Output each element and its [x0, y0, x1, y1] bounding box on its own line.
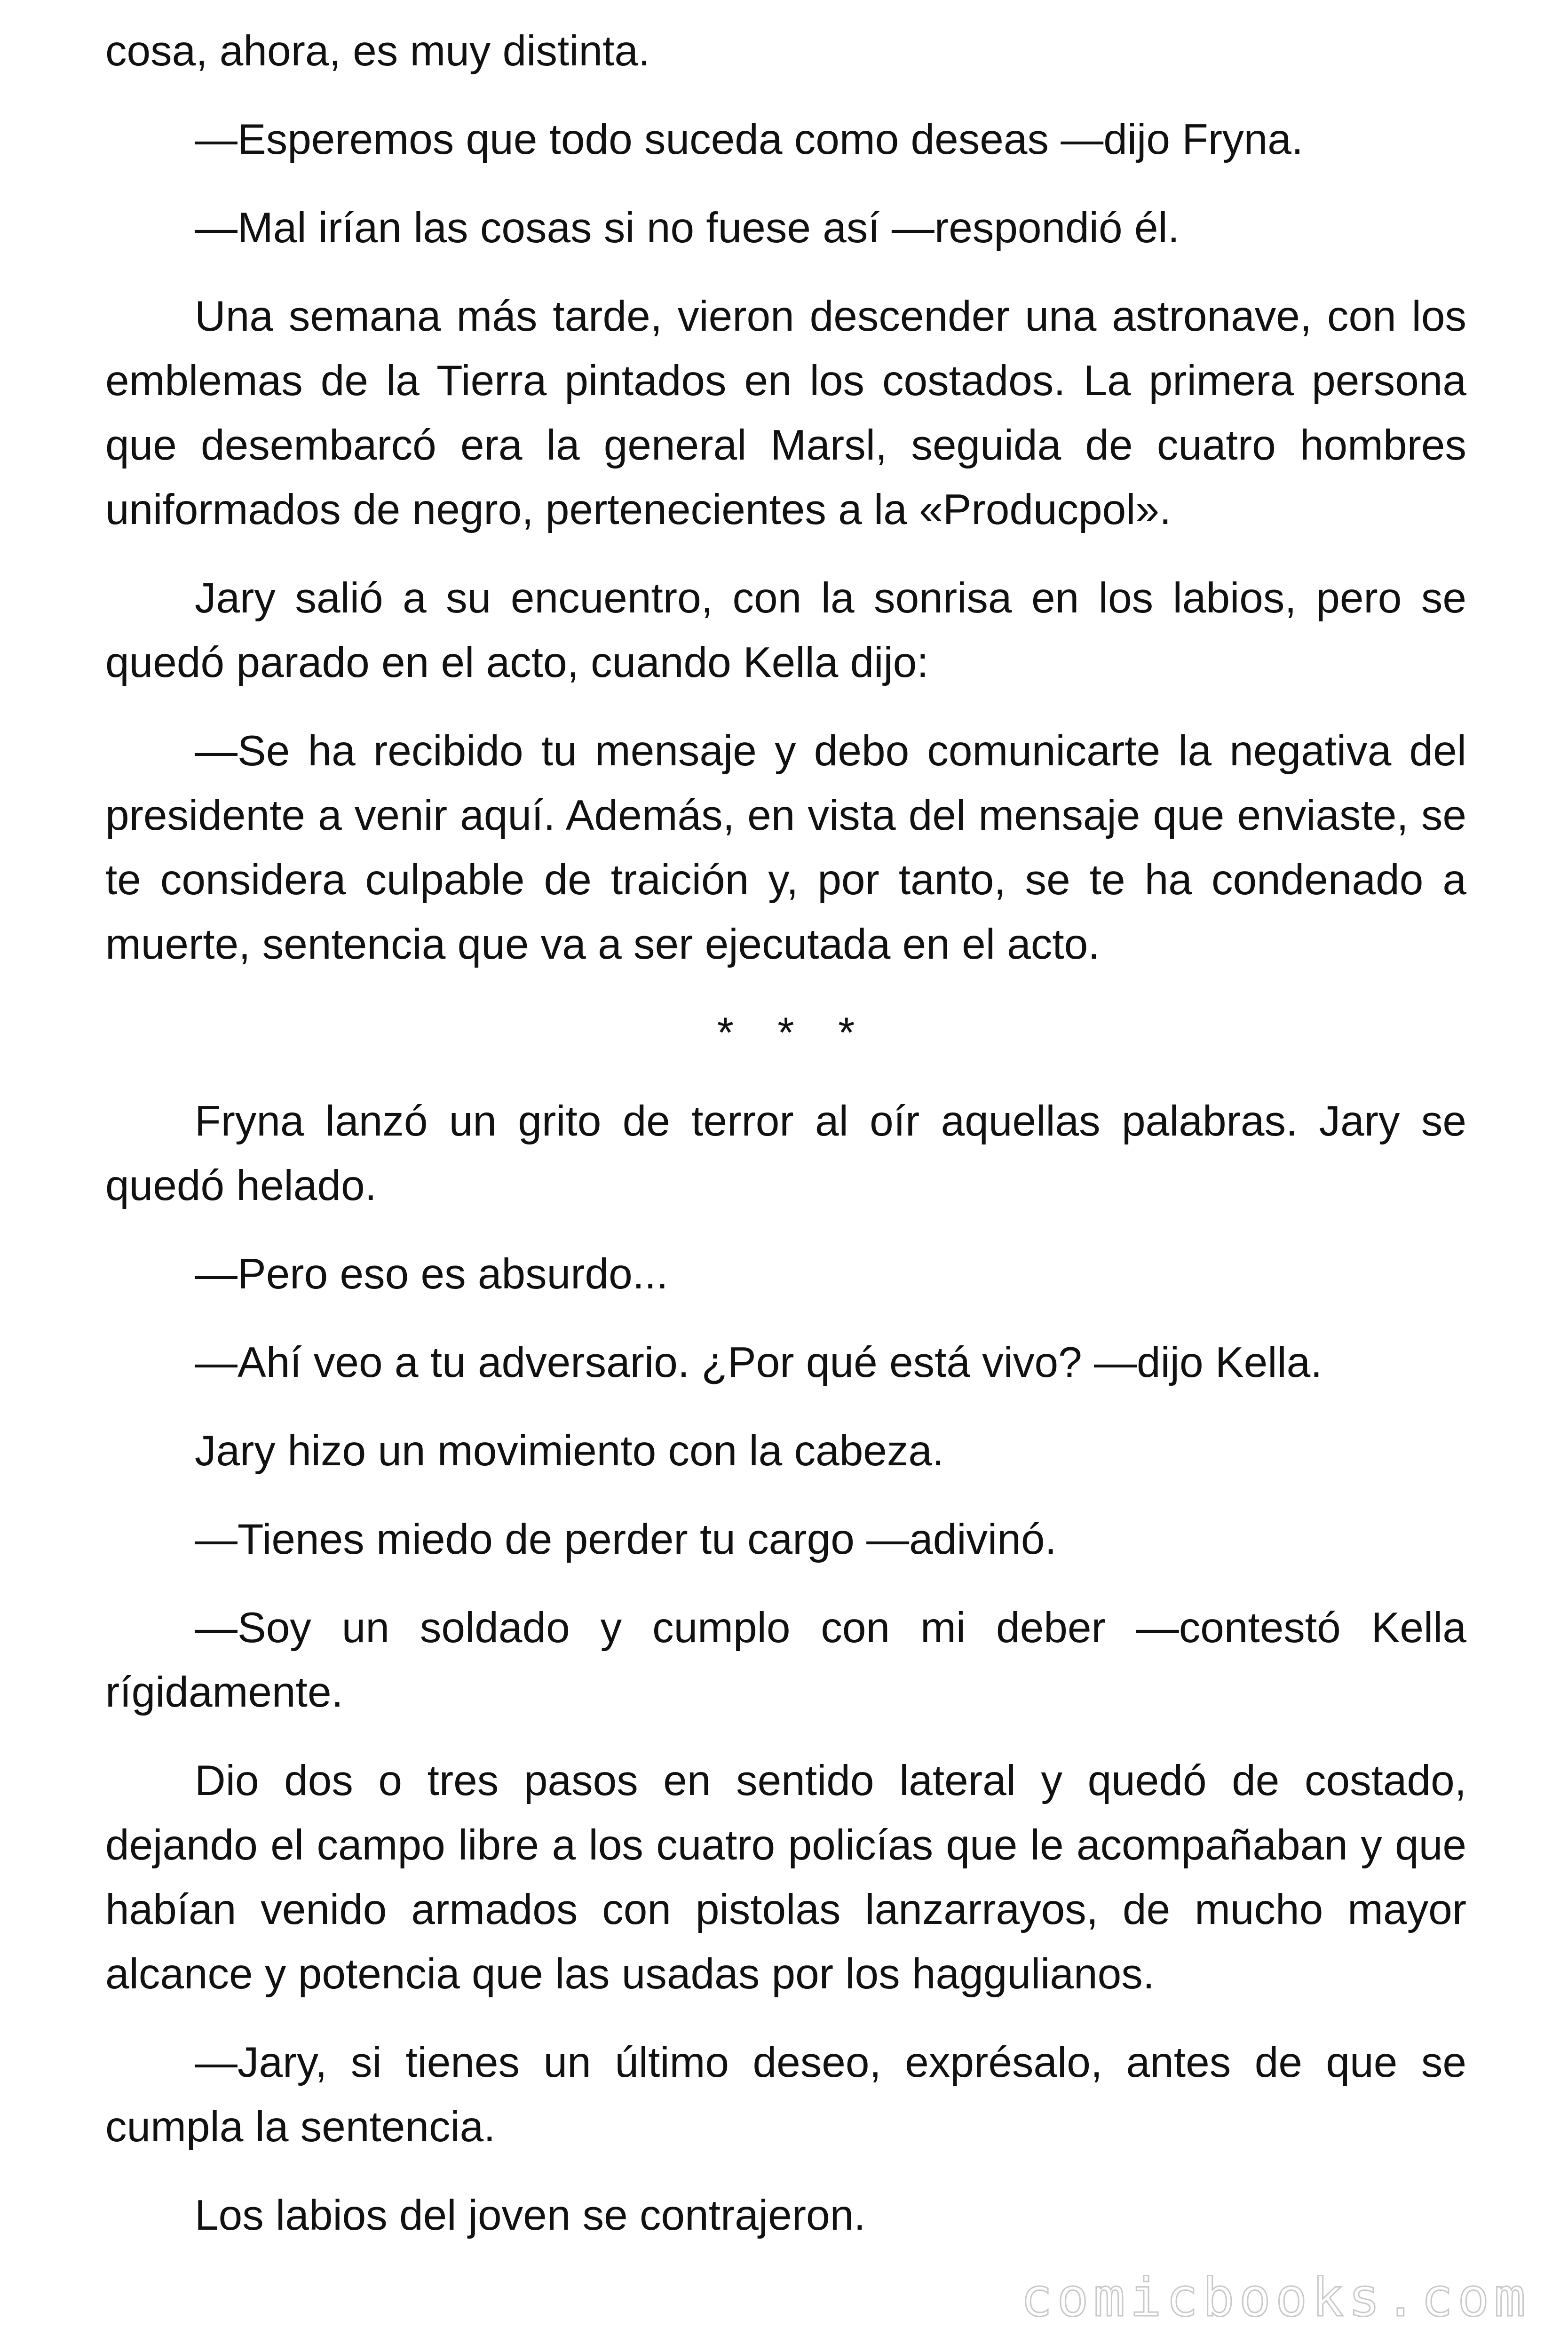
paragraph: Fryna lanzó un grito de terror al oír aquellas palabras. Jary se quedó helado.: [105, 1097, 1466, 1209]
paragraph: —Pero eso es absurdo...: [195, 1250, 668, 1298]
paragraph: —Mal irían las cosas si no fuese así —respondió él.: [195, 204, 1180, 252]
paragraph: Dio dos o tres pasos en sentido lateral y quedó de costado, dejando el campo libre a los cuatro policías que le acompañaban y que habían venido armados con pistolas lanzarrayos, de mucho mayor alcance y potencia que las usadas por los haggulianos.: [105, 1757, 1466, 1998]
paragraph: —Jary, si tienes un último deseo, exprésalo, antes de que se cumpla la sentencia.: [105, 2039, 1466, 2151]
paragraph: —Esperemos que todo suceda como deseas —dijo Fryna.: [195, 116, 1304, 163]
paragraph: —Se ha recibido tu mensaje y debo comunicarte la negativa del presidente a venir aquí. Además, en vista del mensaje que enviaste, se te considera culpable de traición y, por tanto, se te ha condenado a muerte, sentencia que va a ser ejecutada en el acto.: [105, 727, 1466, 968]
section-separator: * * *: [717, 1009, 871, 1057]
paragraph: —Ahí veo a tu adversario. ¿Por qué está vivo? —dijo Kella.: [195, 1339, 1323, 1386]
book-page: [105, 19, 1466, 2272]
paragraph: Una semana más tarde, vieron descender una astronave, con los emblemas de la Tierra pintados en los costados. La primera persona que desembarcó era la general Marsl, seguida de cuatro hombres uniformados de negro, pertenecientes a la «Producpol».: [105, 293, 1466, 533]
watermark: comicbooks.com: [1020, 2267, 1530, 2328]
paragraph: Jary hizo un movimiento con la cabeza.: [195, 1427, 944, 1475]
paragraph: —Soy un soldado y cumplo con mi deber —contestó Kella rígidamente.: [105, 1604, 1466, 1716]
paragraph: Los labios del joven se contrajeron.: [195, 2192, 866, 2239]
paragraph: cosa, ahora, es muy distinta.: [105, 27, 650, 75]
paragraph: —Tienes miedo de perder tu cargo —adivinó.: [195, 1516, 1057, 1563]
paragraph: Jary salió a su encuentro, con la sonrisa en los labios, pero se quedó parado en el acto, cuando Kella dijo:: [105, 574, 1466, 686]
